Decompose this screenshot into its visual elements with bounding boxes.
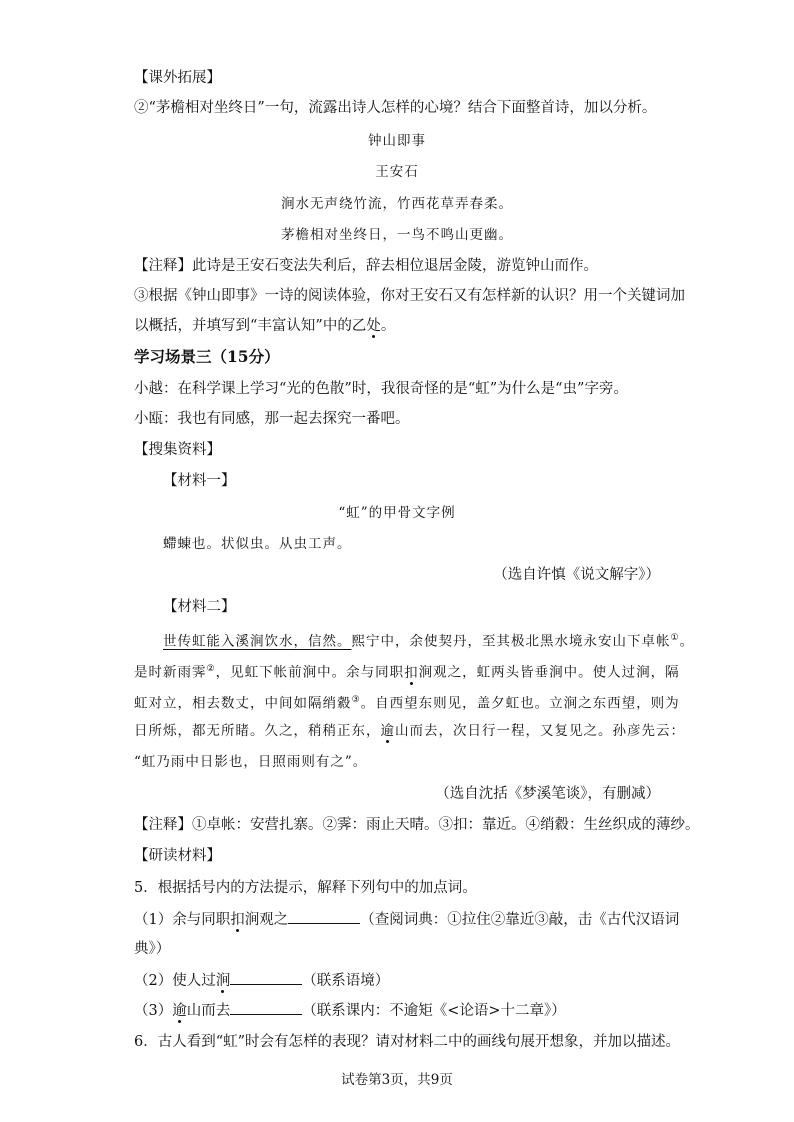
- question-5-3: （3）逾山而去 （联系课内：不逾矩《<论语>十二章》）: [134, 1000, 566, 1021]
- question-5-stem: 5．根据括号内的方法提示，解释下列句中的加点词。: [134, 880, 477, 896]
- answer-blank[interactable]: [230, 1000, 302, 1015]
- page-footer: 试卷第3页，共9页: [341, 1072, 453, 1088]
- question-3-line-2: 以概括，并填写到“丰富认知”中的乙处。: [134, 318, 396, 334]
- answer-blank[interactable]: [288, 909, 360, 924]
- poem-author: 王安石: [375, 164, 419, 180]
- dialogue-xiaoyue: 小越：在科学课上学习“光的色散”时，我很奇怪的是“虹”为什么是“虫”字旁。: [134, 381, 628, 397]
- dotted-word: 逾: [172, 1003, 187, 1019]
- material-2-line-3: 虹对立，相去数丈，中间如隔绡縠③。自西望东则见，盖夕虹也。立涧之东西望，则为: [134, 695, 680, 712]
- answer-blank[interactable]: [230, 970, 302, 985]
- scene-3-title: 学习场景三（15分）: [134, 347, 280, 366]
- dotted-word: 扣: [404, 664, 419, 681]
- question-5-1-cont: 典》）: [134, 941, 171, 957]
- question-5-1: （1）余与同职扣涧观之 （查阅词典：①拉住②靠近③敲，击《古代汉语词: [134, 909, 679, 930]
- material-2-note: 【注释】①卓帐：安营扎寨。②霁：雨止天晴。③扣：靠近。④绡縠：生丝织成的薄纱。: [134, 817, 700, 833]
- underlined-sentence: 世传虹能入溪涧饮水，信然。: [163, 633, 352, 650]
- question-2: ②“茅檐相对坐终日”一句，流露出诗人怎样的心境？结合下面整首诗，加以分析。: [134, 100, 657, 116]
- poem-line-2: 茅檐相对坐终日，一鸟不鸣山更幽。: [281, 227, 513, 243]
- question-6: 6．古人看到“虹”时会有怎样的表现？请对材料二中的画线句展开想象，并加以描述。: [134, 1034, 681, 1050]
- material-1-text: 螮蝀也。状似虫。从虫工声。: [163, 536, 352, 552]
- question-3-line-1: ③根据《钟山即事》一诗的阅读体验，你对王安石又有怎样新的认识？用一个关键词加: [134, 288, 685, 304]
- poem-title: 钟山即事: [368, 133, 426, 149]
- material-2-line-5: “虹乃雨中日影也，日照雨则有之”。: [134, 754, 368, 770]
- material-1-source: （选自许慎《说文解字》）: [493, 567, 660, 583]
- question-5-2: （2）使人过涧 （联系语境）: [134, 970, 389, 991]
- dotted-word: 逾: [380, 723, 395, 739]
- poem-line-1: 涧水无声绕竹流，竹西花草弄春柔。: [281, 196, 513, 212]
- material-2-label: 【材料二】: [163, 599, 236, 615]
- material-2-line-4: 日所烁，都无所睹。久之，稍稍正东，逾山而去，次日行一程，又复见之。孙彦先云：: [134, 723, 685, 739]
- material-1-label: 【材料一】: [163, 473, 236, 489]
- material-2-line-1: 世传虹能入溪涧饮水，信然。熙宁中，余使契丹，至其极北黑水境永安山下卓帐①。: [163, 633, 695, 650]
- dotted-word: 扣: [230, 912, 245, 928]
- dotted-word: 涧: [215, 973, 231, 989]
- study-heading: 【研读材料】: [134, 848, 221, 864]
- material-2-source: （选自沈括《梦溪笔谈》，有删减）: [435, 786, 660, 802]
- material-2-line-2: 是时新雨霁②，见虹下帐前涧中。余与同职扣涧观之，虹两头皆垂涧中。使人过涧，隔: [134, 664, 680, 681]
- section-heading-kewai: 【课外拓展】: [134, 70, 221, 86]
- poem-note: 【注释】此诗是王安石变法失利后，辞去相位退居金陵，游览钟山而作。: [134, 258, 598, 274]
- dialogue-xiaoqu: 小瓯：我也有同感，那一起去探究一番吧。: [134, 411, 410, 427]
- collect-heading: 【搜集资料】: [134, 442, 221, 458]
- dotted-word: 处: [366, 318, 381, 334]
- material-1-caption: “虹”的甲骨文字例: [338, 505, 456, 521]
